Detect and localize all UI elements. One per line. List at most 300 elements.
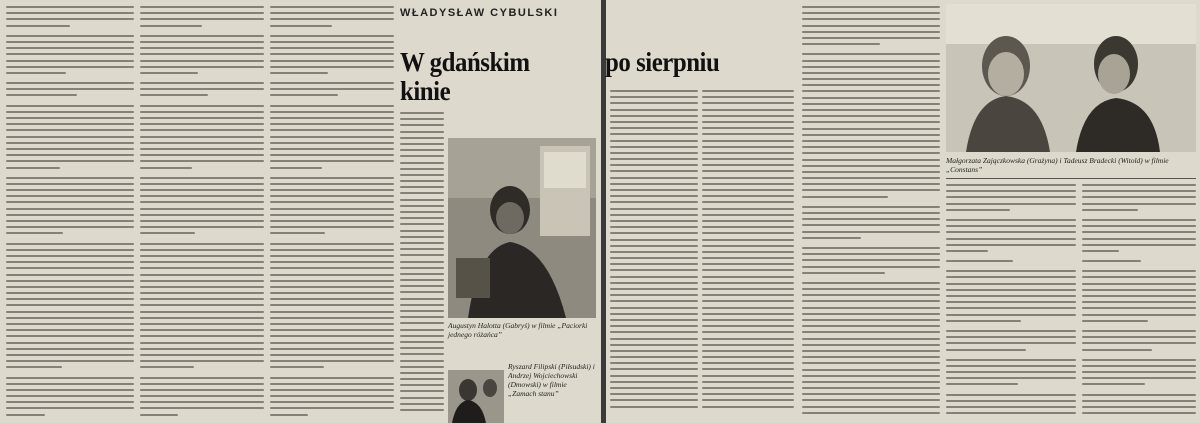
text-line [702, 232, 794, 234]
text-line [1082, 203, 1196, 205]
text-line [140, 195, 264, 197]
text-line [140, 117, 264, 119]
text-line [610, 189, 698, 191]
text-line [702, 325, 794, 327]
text-line [140, 129, 264, 131]
text-line [140, 401, 264, 403]
text-line [270, 154, 394, 156]
text-line [270, 142, 394, 144]
text-line [270, 160, 394, 162]
text-line [610, 140, 698, 142]
text-line [6, 348, 134, 350]
text-line [140, 360, 264, 362]
text-line [1082, 394, 1196, 396]
text-line [802, 369, 940, 371]
text-line [946, 289, 1076, 291]
text-line [702, 115, 794, 117]
text-line [1082, 365, 1196, 367]
text-line [702, 269, 794, 271]
text-line [400, 279, 444, 281]
text-line [702, 158, 794, 160]
text-line [1082, 219, 1196, 221]
text-line [6, 117, 134, 119]
text-line [802, 146, 940, 148]
text-line [6, 226, 134, 228]
text-line [6, 72, 66, 74]
text-line [140, 267, 264, 269]
text-line [802, 43, 880, 45]
article-headline-continued: po sierpniu [605, 47, 720, 77]
text-line [702, 338, 794, 340]
text-line [6, 323, 134, 325]
text-line [270, 183, 394, 185]
text-line [802, 159, 940, 161]
text-line [802, 247, 940, 249]
text-line [270, 366, 324, 368]
text-line [6, 366, 62, 368]
article-byline: WŁADYSŁAW CYBULSKI [400, 7, 559, 19]
text-line [270, 177, 394, 179]
text-line [270, 383, 394, 385]
text-line [610, 121, 698, 123]
text-line [140, 280, 264, 282]
text-line [6, 414, 45, 416]
text-column-5-b [702, 90, 794, 419]
text-line [6, 53, 134, 55]
text-line [6, 148, 134, 150]
text-line [400, 192, 444, 194]
text-line [610, 245, 698, 247]
text-line [270, 105, 394, 107]
text-line [140, 25, 202, 27]
text-line [400, 143, 444, 145]
text-line [802, 6, 940, 8]
text-line [400, 236, 444, 238]
text-line [1082, 209, 1138, 211]
text-line [802, 31, 940, 33]
text-line [610, 313, 698, 315]
text-line [946, 377, 1076, 379]
photo-caption: Małgorzata Zajączkowska (Grażyna) i Tadeusz Bradecki (Witold) w filmie „Constans” [946, 156, 1169, 174]
text-line [610, 146, 698, 148]
text-line [400, 261, 444, 263]
text-line [6, 280, 134, 282]
text-line [270, 66, 394, 68]
text-line [702, 319, 794, 321]
text-line [802, 134, 940, 136]
text-line [802, 387, 940, 389]
text-line [702, 226, 794, 228]
text-line [610, 338, 698, 340]
text-line [400, 131, 444, 133]
text-line [946, 184, 1076, 186]
text-line [6, 66, 134, 68]
text-line [6, 111, 134, 113]
text-line [702, 393, 794, 395]
text-line [802, 103, 940, 105]
text-line [270, 377, 394, 379]
text-line [946, 250, 988, 252]
text-line [400, 248, 444, 250]
text-line [946, 190, 1076, 192]
text-line [702, 140, 794, 142]
text-line [802, 128, 940, 130]
text-line [270, 232, 325, 234]
text-line [400, 353, 444, 355]
text-line [270, 317, 394, 319]
text-line [270, 395, 394, 397]
text-line [400, 149, 444, 151]
text-line [6, 354, 134, 356]
text-line [802, 375, 940, 377]
text-line [6, 6, 134, 8]
text-line [702, 331, 794, 333]
text-line [6, 274, 134, 276]
text-line [270, 255, 394, 257]
text-line [702, 375, 794, 377]
article-headline: W gdańskim kinie [400, 47, 530, 106]
text-line [6, 208, 134, 210]
text-line [400, 335, 444, 337]
text-line [270, 117, 394, 119]
text-line [140, 136, 264, 138]
text-column-3 [270, 6, 394, 419]
text-line [702, 133, 794, 135]
text-line [270, 94, 338, 96]
text-line [270, 220, 394, 222]
text-line [270, 88, 394, 90]
text-line [802, 72, 940, 74]
text-line [6, 189, 134, 191]
text-line [140, 189, 264, 191]
text-line [802, 338, 940, 340]
text-line [610, 344, 698, 346]
text-line [270, 167, 322, 169]
text-line [946, 342, 1076, 344]
text-line [270, 226, 394, 228]
text-line [6, 177, 134, 179]
text-line [610, 300, 698, 302]
text-line [702, 109, 794, 111]
text-line [802, 307, 940, 309]
text-line [270, 389, 394, 391]
text-line [610, 269, 698, 271]
text-line [802, 300, 940, 302]
text-line [140, 274, 264, 276]
text-line [610, 294, 698, 296]
text-line [610, 387, 698, 389]
text-line [702, 208, 794, 210]
text-line [802, 325, 940, 327]
text-line [6, 304, 134, 306]
text-column-2 [140, 6, 264, 419]
text-line [610, 288, 698, 290]
text-line [140, 88, 264, 90]
text-line [400, 186, 444, 188]
text-line [6, 25, 70, 27]
text-line [802, 183, 940, 185]
text-line [946, 400, 1076, 402]
text-line [6, 195, 134, 197]
text-line [802, 53, 940, 55]
text-line [802, 109, 940, 111]
text-line [802, 350, 940, 352]
text-line [140, 255, 264, 257]
text-line [140, 342, 264, 344]
text-line [400, 254, 444, 256]
text-line [400, 298, 444, 300]
text-line [802, 78, 940, 80]
text-line [270, 311, 394, 313]
text-line [702, 90, 794, 92]
text-line [6, 154, 134, 156]
text-line [802, 344, 940, 346]
text-line [6, 317, 134, 319]
text-line [802, 331, 940, 333]
text-line [610, 90, 698, 92]
text-line [702, 344, 794, 346]
text-line [140, 105, 264, 107]
text-line [802, 37, 940, 39]
text-line [270, 280, 394, 282]
text-line [400, 378, 444, 380]
text-line [6, 220, 134, 222]
text-line [140, 167, 192, 169]
text-line [400, 285, 444, 287]
text-line [802, 140, 940, 142]
text-line [1082, 336, 1196, 338]
text-line [702, 146, 794, 148]
text-line [1082, 276, 1196, 278]
text-line [802, 272, 885, 274]
text-line [702, 189, 794, 191]
text-line [6, 342, 134, 344]
text-line [802, 90, 940, 92]
text-line [270, 25, 332, 27]
text-line [6, 12, 134, 14]
text-line [400, 366, 444, 368]
text-line [702, 300, 794, 302]
text-line [610, 115, 698, 117]
text-line [140, 53, 264, 55]
text-line [946, 365, 1076, 367]
text-line [400, 230, 444, 232]
text-line [702, 127, 794, 129]
text-line [400, 162, 444, 164]
text-line [946, 314, 1076, 316]
text-line [140, 12, 264, 14]
text-line [610, 239, 698, 241]
text-line [610, 177, 698, 179]
text-line [400, 267, 444, 269]
text-line [400, 174, 444, 176]
text-line [946, 196, 1076, 198]
text-line [802, 152, 940, 154]
text-line [400, 329, 444, 331]
photo-constans [946, 4, 1196, 152]
text-line [140, 389, 264, 391]
text-line [1082, 238, 1196, 240]
text-line [140, 317, 264, 319]
text-line [270, 12, 394, 14]
text-line [400, 341, 444, 343]
text-line [270, 261, 394, 263]
text-line [802, 177, 940, 179]
text-line [1082, 383, 1145, 385]
text-line [1082, 400, 1196, 402]
text-line [802, 189, 940, 191]
text-line [140, 414, 178, 416]
text-line [802, 313, 940, 315]
text-line [6, 167, 60, 169]
text-line [610, 257, 698, 259]
text-line [400, 211, 444, 213]
text-line [610, 282, 698, 284]
text-line [140, 214, 264, 216]
text-line [140, 286, 264, 288]
text-line [140, 377, 264, 379]
text-line [1082, 301, 1196, 303]
text-line [270, 53, 394, 55]
text-line [1082, 184, 1196, 186]
text-line [400, 217, 444, 219]
text-line [946, 336, 1076, 338]
text-column-8 [1082, 184, 1196, 419]
text-line [802, 66, 940, 68]
text-line [1082, 283, 1196, 285]
text-line [270, 342, 394, 344]
text-line [610, 201, 698, 203]
text-line [802, 206, 940, 208]
text-line [6, 389, 134, 391]
text-line [946, 283, 1076, 285]
text-line [6, 395, 134, 397]
text-line [140, 298, 264, 300]
text-line [400, 322, 444, 324]
text-line [702, 276, 794, 278]
text-line [946, 225, 1076, 227]
text-line [270, 82, 394, 84]
text-line [6, 105, 134, 107]
text-line [702, 251, 794, 253]
text-line [702, 399, 794, 401]
text-line [400, 118, 444, 120]
text-line [1082, 260, 1141, 262]
text-line [946, 231, 1076, 233]
text-line [702, 356, 794, 358]
text-line [610, 170, 698, 172]
text-line [270, 47, 394, 49]
text-line [140, 311, 264, 313]
text-line [610, 381, 698, 383]
text-line [270, 286, 394, 288]
text-line [802, 224, 940, 226]
text-line [6, 360, 134, 362]
text-line [140, 232, 195, 234]
text-line [610, 226, 698, 228]
text-line [6, 129, 134, 131]
text-line [270, 335, 394, 337]
text-line [400, 137, 444, 139]
text-line [802, 97, 940, 99]
text-line [6, 142, 134, 144]
text-line [140, 335, 264, 337]
text-line [270, 354, 394, 356]
text-line [610, 102, 698, 104]
text-line [702, 177, 794, 179]
text-line [140, 226, 264, 228]
text-column-5 [610, 90, 698, 419]
text-line [610, 325, 698, 327]
text-line [140, 304, 264, 306]
text-line [400, 360, 444, 362]
text-line [946, 244, 1076, 246]
text-line [610, 195, 698, 197]
text-line [610, 399, 698, 401]
text-line [140, 177, 264, 179]
text-line [270, 6, 394, 8]
text-line [802, 196, 888, 198]
text-line [6, 311, 134, 313]
text-line [270, 208, 394, 210]
text-line [802, 319, 940, 321]
text-line [946, 219, 1076, 221]
text-line [802, 356, 940, 358]
text-line [802, 165, 940, 167]
text-line [702, 307, 794, 309]
text-line [6, 292, 134, 294]
text-line [270, 298, 394, 300]
text-line [400, 397, 444, 399]
text-line [1082, 225, 1196, 227]
text-line [946, 371, 1076, 373]
text-line [946, 238, 1076, 240]
text-line [140, 329, 264, 331]
text-line [6, 377, 134, 379]
text-line [400, 124, 444, 126]
text-line [400, 390, 444, 392]
text-line [270, 304, 394, 306]
text-line [702, 201, 794, 203]
text-line [6, 407, 134, 409]
text-line [270, 111, 394, 113]
text-line [610, 319, 698, 321]
text-line [802, 288, 940, 290]
text-line [270, 401, 394, 403]
text-line [400, 112, 444, 114]
text-line [1082, 377, 1196, 379]
text-line [140, 348, 264, 350]
text-line [702, 381, 794, 383]
text-line [702, 313, 794, 315]
text-line [1082, 371, 1196, 373]
text-line [802, 84, 940, 86]
text-line [400, 180, 444, 182]
text-line [270, 243, 394, 245]
text-line [140, 154, 264, 156]
text-line [6, 35, 134, 37]
text-line [802, 121, 940, 123]
text-line [702, 164, 794, 166]
text-line [6, 123, 134, 125]
text-line [702, 170, 794, 172]
text-line [802, 253, 940, 255]
text-line [400, 316, 444, 318]
text-line [270, 214, 394, 216]
text-line [802, 25, 940, 27]
text-line [400, 155, 444, 157]
text-line [270, 18, 394, 20]
